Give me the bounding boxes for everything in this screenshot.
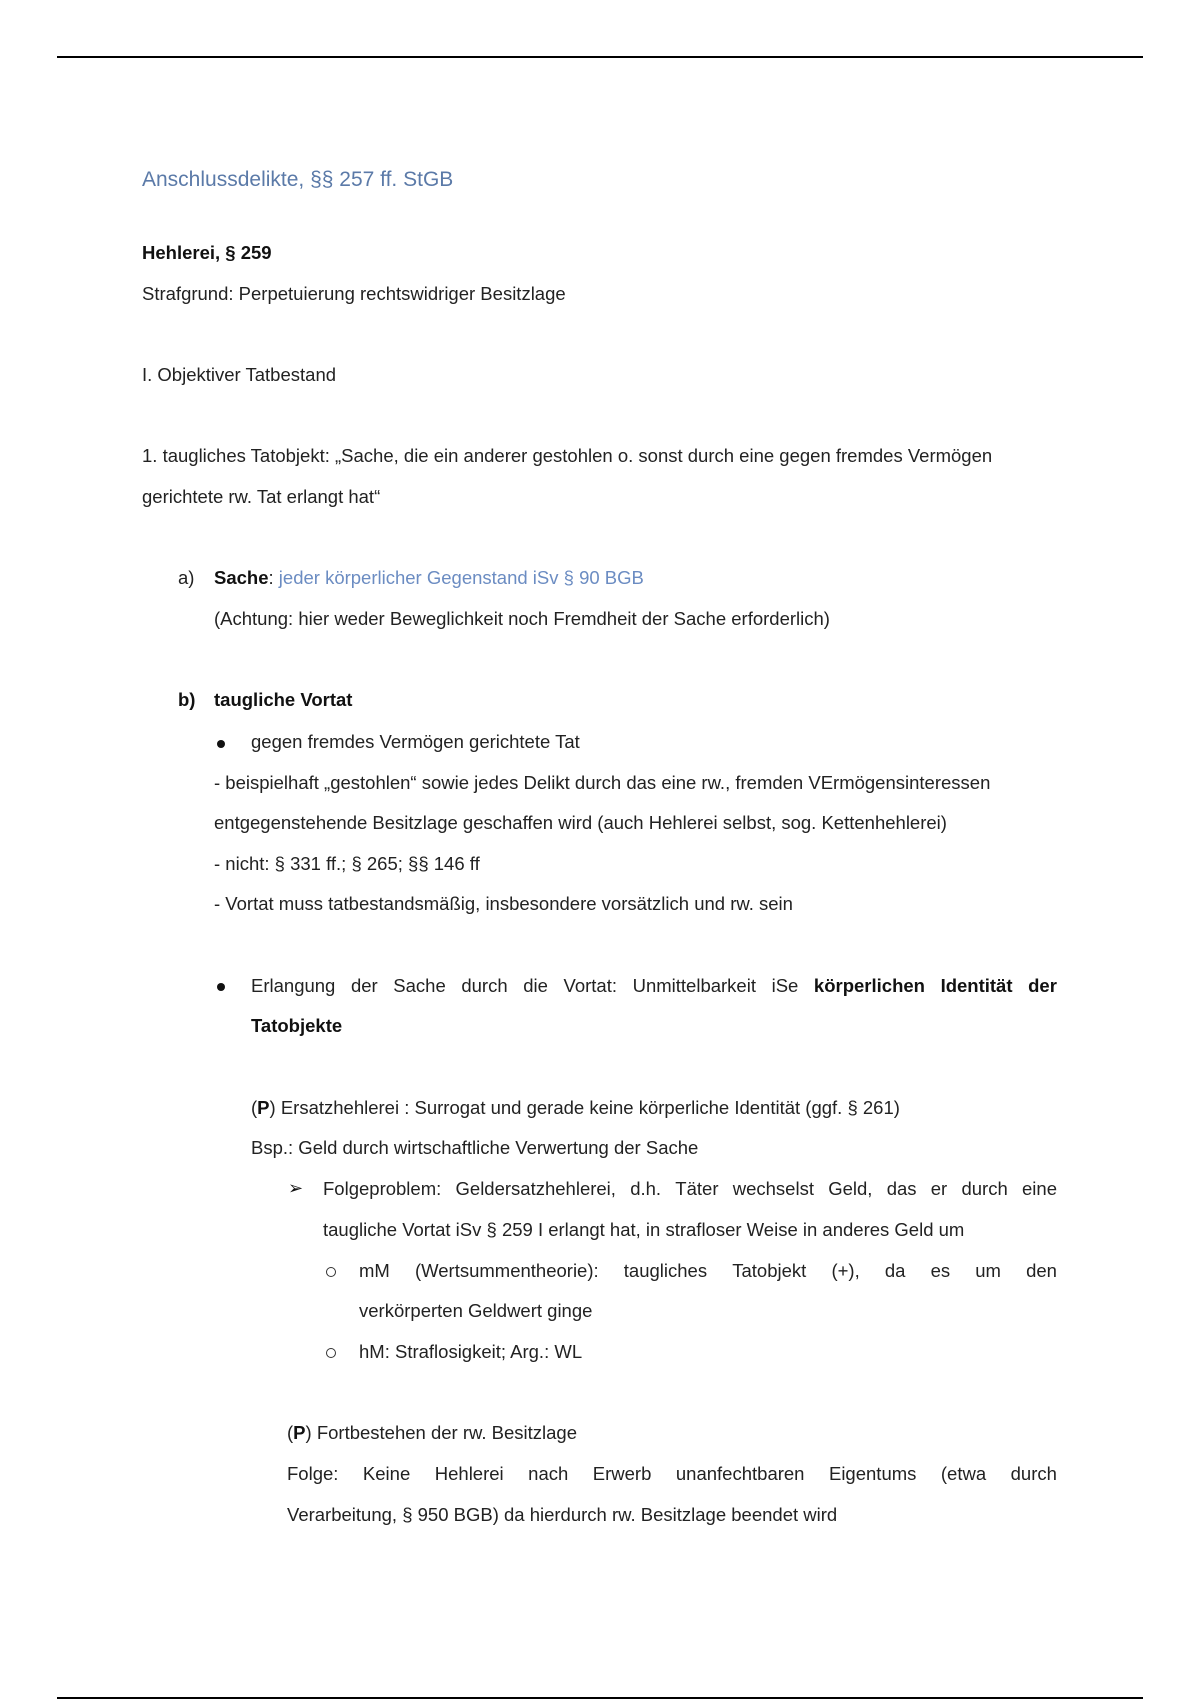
word-bold: körperlichen <box>813 975 925 996</box>
word: Eigentums <box>828 1463 917 1484</box>
word: iSe <box>771 975 799 996</box>
word: der <box>350 975 378 996</box>
vortat-line1: - beispielhaft „gestohlen“ sowie jedes Delikt durch das eine rw., fremden VErmögensinteressen <box>214 772 991 793</box>
strafgrund-text: Strafgrund: Perpetuierung rechtswidriger Besitzlage <box>142 283 566 304</box>
item-a-note: (Achtung: hier weder Beweglichkeit noch Fremdheit der Sache erforderlich) <box>214 608 830 629</box>
word: Vortat: <box>563 975 617 996</box>
part-heading: I. Objektiver Tatbestand <box>142 364 337 385</box>
word: eine <box>1022 1178 1057 1199</box>
arrow-bullet-icon: ➢ <box>288 1178 304 1198</box>
footer-rule <box>57 1697 1143 1699</box>
item1-line1: 1. taugliches Tatobjekt: „Sache, die ein anderer gestohlen o. sonst durch eine gegen fremdes Vermögen <box>142 445 993 466</box>
word-bold: der <box>1028 975 1057 996</box>
section-heading: Hehlerei, § 259 <box>142 242 272 263</box>
word: die <box>523 975 548 996</box>
item-b-marker: b) <box>178 689 196 710</box>
problem2-line: (P) Fortbestehen der rw. Besitzlage <box>287 1422 577 1443</box>
problem1-text: Ersatzhehlerei : Surrogat und gerade keine körperliche Identität (ggf. § 261) <box>280 1097 900 1118</box>
word: (Wertsummentheorie): <box>414 1260 599 1281</box>
item-a-colon: : <box>268 567 274 588</box>
problem1-line: (P) Ersatzhehlerei : Surrogat und gerade keine körperliche Identität (ggf. § 261) <box>251 1097 900 1118</box>
bullet-icon <box>217 983 225 991</box>
item-a-definition: jeder körperlicher Gegenstand iSv § 90 BGB <box>278 567 644 588</box>
word: mM <box>359 1260 390 1281</box>
problem2-text: Fortbestehen der rw. Besitzlage <box>316 1422 577 1443</box>
vortat-line2: entgegenstehende Besitzlage geschaffen wird (auch Hehlerei selbst, sog. Kettenhehlerei) <box>214 812 947 833</box>
p-mark: P <box>257 1097 270 1118</box>
word: (etwa <box>940 1463 987 1484</box>
word: durch <box>961 1178 1008 1199</box>
word: Geld, <box>828 1178 873 1199</box>
word: Tatobjekt <box>732 1260 807 1281</box>
item-b <box>178 688 352 712</box>
word: Täter <box>675 1178 719 1199</box>
word: das <box>886 1178 917 1199</box>
page-title: Anschlussdelikte, §§ 257 ff. StGB <box>142 168 454 191</box>
word: wechselst <box>732 1178 814 1199</box>
word: unanfechtbaren <box>675 1463 805 1484</box>
word: Sache <box>393 975 446 996</box>
folge-line2: Verarbeitung, § 950 BGB) da hierdurch rw. Besitzlage beendet wird <box>287 1504 838 1525</box>
vortat-line3: - nicht: § 331 ff.; § 265; §§ 146 ff <box>214 853 480 874</box>
bullet2-line1 <box>251 974 1057 998</box>
word: es <box>930 1260 951 1281</box>
item-a-marker: a) <box>178 567 195 588</box>
word: (+), <box>831 1260 860 1281</box>
sub1-line1 <box>359 1259 1057 1283</box>
word: durch <box>1010 1463 1057 1484</box>
word: um <box>975 1260 1001 1281</box>
word: Unmittelbarkeit <box>632 975 756 996</box>
bullet-icon <box>217 740 225 748</box>
word: Folgeproblem: <box>323 1178 442 1199</box>
word: d.h. <box>630 1178 662 1199</box>
word: den <box>1026 1260 1057 1281</box>
word: Erwerb <box>592 1463 652 1484</box>
bullet1-text: gegen fremdes Vermögen gerichtete Tat <box>251 731 580 752</box>
circle-bullet-icon <box>326 1267 336 1277</box>
item1-line2: gerichtete rw. Tat erlangt hat“ <box>142 486 381 507</box>
item-b-label: taugliche Vortat <box>214 689 353 710</box>
word: er <box>930 1178 948 1199</box>
word: da <box>884 1260 906 1281</box>
word: Hehlerei <box>434 1463 504 1484</box>
word: Keine <box>362 1463 411 1484</box>
word: nach <box>528 1463 569 1484</box>
word-bold: Identität <box>940 975 1013 996</box>
p-mark: P <box>293 1422 306 1443</box>
sub2-line: hM: Straflosigkeit; Arg.: WL <box>359 1341 583 1362</box>
word: Erlangung <box>251 975 336 996</box>
arrow-line1 <box>323 1177 1057 1201</box>
word: taugliches <box>623 1260 708 1281</box>
problem1-example: Bsp.: Geld durch wirtschaftliche Verwertung der Sache <box>251 1137 699 1158</box>
folge-line1 <box>287 1462 1057 1486</box>
word: Folge: <box>287 1463 339 1484</box>
item-a <box>178 566 644 590</box>
word: Geldersatzhehlerei, <box>455 1178 616 1199</box>
vortat-line4: - Vortat muss tatbestandsmäßig, insbesondere vorsätzlich und rw. sein <box>214 893 793 914</box>
word: durch <box>461 975 508 996</box>
header-rule <box>57 56 1143 58</box>
sub1-line2: verkörperten Geldwert ginge <box>359 1300 593 1321</box>
circle-bullet-icon <box>326 1348 336 1358</box>
item-a-label: Sache <box>214 567 269 588</box>
bullet2-line2: Tatobjekte <box>251 1015 343 1036</box>
arrow-line2: taugliche Vortat iSv § 259 I erlangt hat, in strafloser Weise in anderes Geld um <box>323 1219 965 1240</box>
